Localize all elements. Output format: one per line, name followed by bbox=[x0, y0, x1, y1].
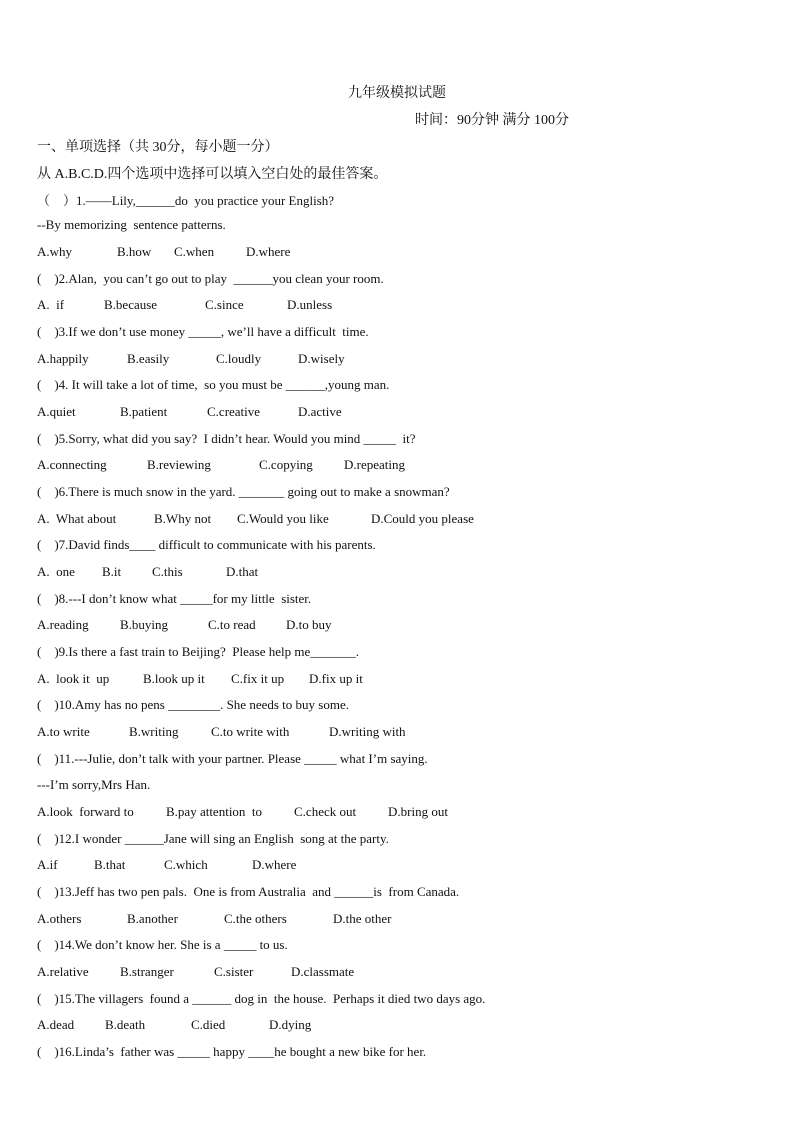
option-d: D.classmate bbox=[291, 964, 355, 979]
option-a: A. if bbox=[37, 297, 65, 312]
option-d: D.that bbox=[226, 564, 259, 579]
option-b: B.because bbox=[104, 297, 158, 312]
option-b: B.another bbox=[127, 911, 178, 926]
option-c: C.to write with bbox=[211, 724, 290, 739]
option-d: D.where bbox=[252, 857, 297, 872]
question-10-options bbox=[37, 724, 637, 742]
option-d: D.to buy bbox=[286, 617, 332, 632]
option-a: A. look it up bbox=[37, 671, 110, 686]
option-a: A.connecting bbox=[37, 457, 107, 472]
question-12-options bbox=[37, 857, 637, 875]
question-7: ( )7.David finds____ difficult to communicate with his parents. bbox=[37, 537, 376, 552]
question-1: （ ）1.——Lily,______do you practice your English? bbox=[37, 193, 335, 208]
option-b: B.easily bbox=[127, 351, 170, 366]
option-a: A.dead bbox=[37, 1017, 75, 1032]
question-4: ( )4. It will take a lot of time, so you must be ______,young man. bbox=[37, 377, 390, 392]
option-d: D.the other bbox=[333, 911, 392, 926]
option-a: A. What about bbox=[37, 511, 117, 526]
question-13: ( )13.Jeff has two pen pals. One is from Australia and ______is from Canada. bbox=[37, 884, 460, 899]
option-b: B.that bbox=[94, 857, 126, 872]
option-d: D.wisely bbox=[298, 351, 345, 366]
section-instruction: 从 A.B.C.D.四个选项中选择可以填入空白处的最佳答案。 bbox=[37, 167, 388, 182]
option-a: A.to write bbox=[37, 724, 90, 739]
option-a: A. one bbox=[37, 564, 75, 579]
time-and-score: 时间：90分钟 满分 100分 bbox=[415, 113, 569, 128]
option-d: D.fix up it bbox=[309, 671, 363, 686]
question-7-options bbox=[37, 564, 637, 582]
question-5-options bbox=[37, 457, 637, 475]
section-heading: 一、单项选择（共 30分，每小题一分） bbox=[37, 140, 279, 155]
option-d: D.dying bbox=[269, 1017, 312, 1032]
option-d: D.where bbox=[246, 244, 291, 259]
question-11-response: ---I’m sorry,Mrs Han. bbox=[37, 777, 151, 792]
question-5: ( )5.Sorry, what did you say? I didn’t hear. Would you mind _____ it? bbox=[37, 431, 416, 446]
question-4-options bbox=[37, 404, 637, 422]
option-b: B.Why not bbox=[154, 511, 212, 526]
question-11-options bbox=[37, 804, 637, 822]
question-15: ( )15.The villagers found a ______ dog in the house. Perhaps it died two days ago. bbox=[37, 991, 486, 1006]
option-a: A.quiet bbox=[37, 404, 76, 419]
question-6-options bbox=[37, 511, 637, 529]
option-b: B.buying bbox=[120, 617, 169, 632]
option-c: C.fix it up bbox=[231, 671, 285, 686]
question-13-options bbox=[37, 911, 637, 929]
option-c: C.died bbox=[191, 1017, 226, 1032]
exam-title: 九年级模拟试题 bbox=[348, 86, 446, 101]
option-b: B.death bbox=[105, 1017, 146, 1032]
option-b: B.how bbox=[117, 244, 152, 259]
question-2-options bbox=[37, 297, 637, 315]
option-d: D.active bbox=[298, 404, 342, 419]
option-d: D.unless bbox=[287, 297, 333, 312]
question-3: ( )3.If we don’t use money _____, we’ll have a difficult time. bbox=[37, 324, 369, 339]
question-14: ( )14.We don’t know her. She is a _____ to us. bbox=[37, 937, 288, 952]
question-12: ( )12.I wonder ______Jane will sing an English song at the party. bbox=[37, 831, 389, 846]
option-c: C.creative bbox=[207, 404, 261, 419]
option-b: B.stranger bbox=[120, 964, 174, 979]
question-9: ( )9.Is there a fast train to Beijing? Please help me_______. bbox=[37, 644, 360, 659]
question-3-options bbox=[37, 351, 637, 369]
question-6: ( )6.There is much snow in the yard. _______ going out to make a snowman? bbox=[37, 484, 450, 499]
option-a: A.relative bbox=[37, 964, 89, 979]
option-c: C.which bbox=[164, 857, 208, 872]
option-c: C.to read bbox=[208, 617, 256, 632]
question-14-options bbox=[37, 964, 637, 982]
option-c: C.the others bbox=[224, 911, 287, 926]
question-10: ( )10.Amy has no pens ________. She needs to buy some. bbox=[37, 697, 349, 712]
option-b: B.look up it bbox=[143, 671, 205, 686]
option-a: A.if bbox=[37, 857, 58, 872]
option-d: D.writing with bbox=[329, 724, 406, 739]
option-c: C.this bbox=[152, 564, 183, 579]
exam-subtitle bbox=[0, 109, 794, 129]
option-c: C.since bbox=[205, 297, 244, 312]
option-b: B.it bbox=[102, 564, 122, 579]
question-8-options bbox=[37, 617, 637, 635]
option-d: D.Could you please bbox=[371, 511, 474, 526]
question-15-options bbox=[37, 1017, 637, 1035]
question-9-options bbox=[37, 671, 637, 689]
option-b: B.reviewing bbox=[147, 457, 211, 472]
option-a: A.look forward to bbox=[37, 804, 134, 819]
option-c: C.copying bbox=[259, 457, 313, 472]
option-c: C.sister bbox=[214, 964, 254, 979]
option-c: C.when bbox=[174, 244, 215, 259]
option-a: A.happily bbox=[37, 351, 89, 366]
question-1-options bbox=[37, 244, 637, 262]
question-8: ( )8.---I don’t know what _____for my little sister. bbox=[37, 591, 312, 606]
option-a: A.others bbox=[37, 911, 82, 926]
option-b: B.patient bbox=[120, 404, 168, 419]
option-d: D.repeating bbox=[344, 457, 406, 472]
question-16: ( )16.Linda’s father was _____ happy ____he bought a new bike for her. bbox=[37, 1044, 427, 1059]
question-1-response: --By memorizing sentence patterns. bbox=[37, 217, 226, 232]
option-c: C.check out bbox=[294, 804, 357, 819]
option-c: C.loudly bbox=[216, 351, 262, 366]
option-b: B.pay attention to bbox=[166, 804, 263, 819]
option-c: C.Would you like bbox=[237, 511, 329, 526]
question-11: ( )11.---Julie, don’t talk with your partner. Please _____ what I’m saying. bbox=[37, 751, 428, 766]
option-a: A.why bbox=[37, 244, 73, 259]
option-b: B.writing bbox=[129, 724, 179, 739]
question-2: ( )2.Alan, you can’t go out to play ______you clean your room. bbox=[37, 271, 384, 286]
option-a: A.reading bbox=[37, 617, 89, 632]
option-d: D.bring out bbox=[388, 804, 448, 819]
